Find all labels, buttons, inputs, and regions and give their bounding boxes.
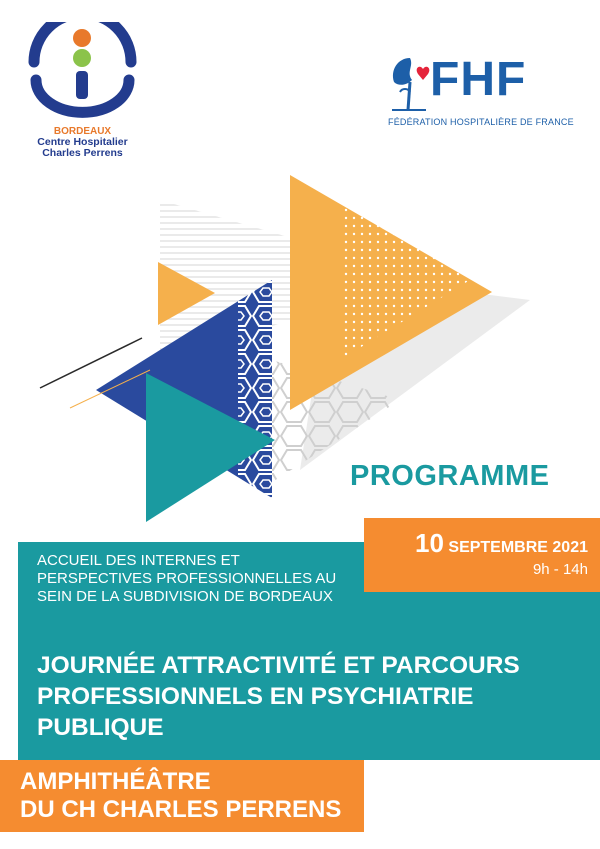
programme-heading: PROGRAMME xyxy=(350,460,550,492)
venue-line2: DU CH CHARLES PERRENS xyxy=(20,796,342,823)
ch-logo-name-line1: Centre Hospitalier xyxy=(37,136,128,148)
ch-charles-perrens-logo xyxy=(20,22,145,167)
ch-logo-city: BORDEAUX xyxy=(53,126,112,137)
date-box xyxy=(364,518,600,592)
event-date-day: 10 xyxy=(415,528,444,558)
event-time: 9h - 14h xyxy=(532,561,588,578)
venue-box xyxy=(0,760,364,832)
venue-line1: AMPHITHÉÂTRE xyxy=(20,768,211,795)
fhf-tree-heart-icon xyxy=(388,52,430,112)
fhf-subtitle: FÉDÉRATION HOSPITALIÈRE DE FRANCE xyxy=(388,117,574,127)
fhf-logo xyxy=(388,52,574,132)
event-subtitle: ACCUEIL DES INTERNES ET PERSPECTIVES PROFESSIONNELLES AU SEIN DE LA SUBDIVISION DE BORDEAUX xyxy=(37,552,337,605)
ch-logo-name-line2: Charles Perrens xyxy=(42,147,123,159)
event-date xyxy=(364,528,588,559)
event-date-month: SEPTEMBRE 2021 xyxy=(448,539,588,556)
event-title: JOURNÉE ATTRACTIVITÉ ET PARCOURS PROFESSIONNELS EN PSYCHIATRIE PUBLIQUE xyxy=(37,652,520,741)
ch-logo-emblem-icon xyxy=(20,22,145,126)
navy-hex-pattern xyxy=(238,280,272,498)
fhf-letters: FHF xyxy=(430,53,527,106)
